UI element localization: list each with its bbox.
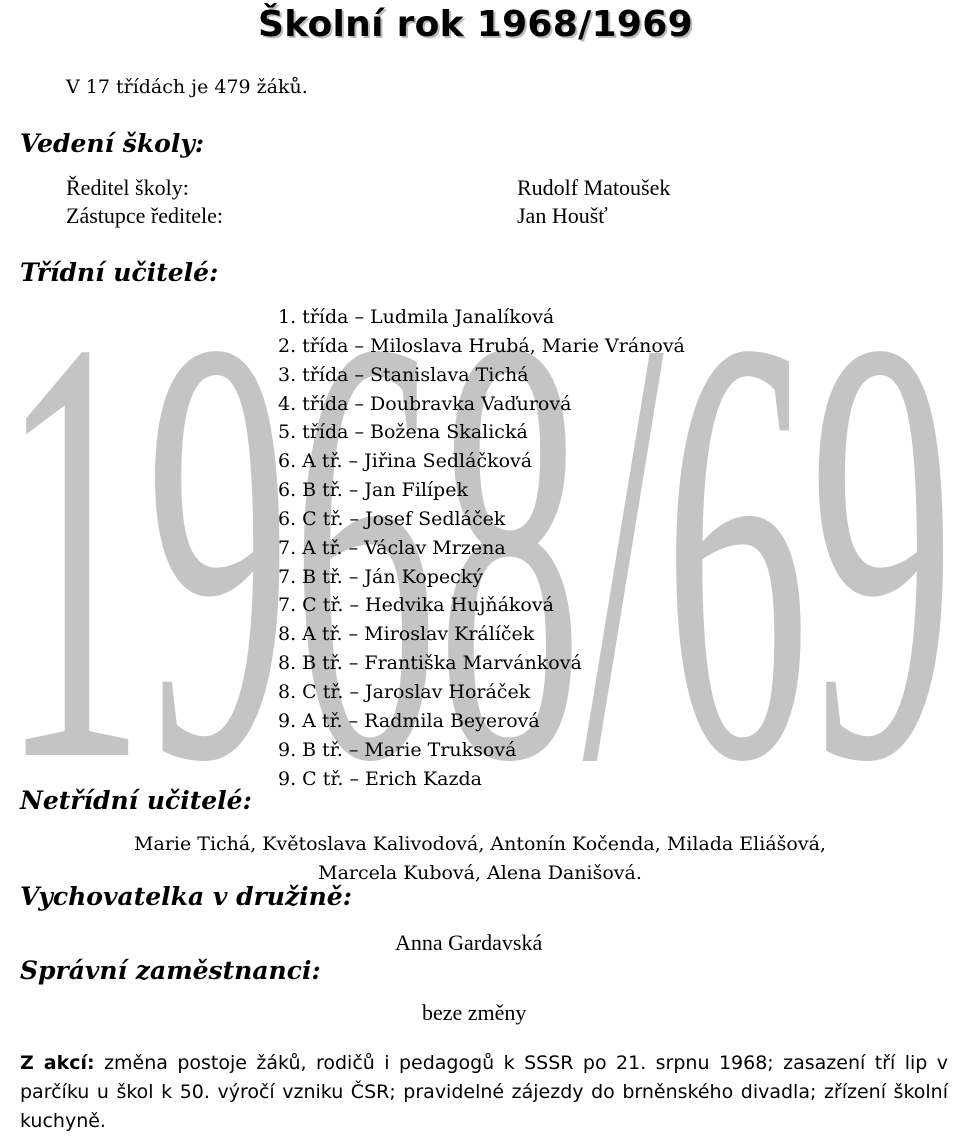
heading-administrative-staff: Správní zaměstnanci: <box>20 956 321 985</box>
class-teacher-item: 6. C tř. – Josef Sedláček <box>278 507 506 530</box>
class-teacher-item: 4. třída – Doubravka Vaďurová <box>278 392 572 415</box>
class-teacher-item: 6. A tř. – Jiřina Sedláčková <box>278 450 533 473</box>
class-teacher-list <box>278 303 685 793</box>
non-class-teachers-line-2: Marcela Kubová, Alena Danišová. <box>318 862 642 884</box>
class-teacher-item: 8. B tř. – Františka Marvánková <box>278 652 582 675</box>
class-teacher-item: 8. C tř. – Jaroslav Horáček <box>278 680 531 703</box>
deputy-role: Zástupce ředitele: <box>66 203 223 228</box>
heading-class-teachers: Třídní učitelé: <box>20 258 219 287</box>
heading-after-school-educator: Vychovatelka v družině: <box>20 882 352 911</box>
class-teacher-item: 7. C tř. – Hedvika Hujňáková <box>278 594 554 617</box>
class-teacher-item: 7. A tř. – Václav Mrzena <box>278 536 506 559</box>
class-teacher-item: 3. třída – Stanislava Tichá <box>278 363 529 386</box>
events-text: změna postoje žáků, rodičů i pedagogů k SSSR po 21. srpnu 1968; zasazení tří lip v parčíku u škol k 50. výročí vzniku ČSR; pravidelné zájezdy do brněnského divadla; zřízení školní kuchyně. <box>20 1052 948 1132</box>
events-label: Z akcí: <box>20 1052 95 1074</box>
watermark-text: 1968/69 <box>0 215 955 825</box>
class-teacher-item: 9. C tř. – Erich Kazda <box>278 767 482 790</box>
administrative-staff-value: beze změny <box>422 1000 527 1025</box>
director-name: Rudolf Matoušek <box>517 175 671 200</box>
class-teacher-item: 1. třída – Ludmila Janalíková <box>278 306 555 328</box>
after-school-educator-name: Anna Gardavská <box>395 930 543 955</box>
class-teacher-item: 9. B tř. – Marie Truksová <box>278 738 517 761</box>
student-summary: V 17 třídách je 479 žáků. <box>66 76 308 98</box>
class-teacher-item: 8. A tř. – Miroslav Králíček <box>278 623 535 646</box>
class-teacher-item: 5. třída – Božena Skalická <box>278 421 528 444</box>
non-class-teachers-text <box>0 830 960 888</box>
non-class-teachers-line-1: Marie Tichá, Květoslava Kalivodová, Antonín Kočenda, Milada Eliášová, <box>134 833 826 855</box>
director-role: Ředitel školy: <box>66 175 189 200</box>
heading-non-class-teachers: Netřídní učitelé: <box>20 786 252 815</box>
deputy-name: Jan Houšť <box>517 203 608 228</box>
events-paragraph <box>20 1049 948 1136</box>
class-teacher-item: 9. A tř. – Radmila Beyerová <box>278 709 540 732</box>
page-title: Školní rok 1968/1969 <box>258 4 693 45</box>
heading-school-management: Vedení školy: <box>20 129 205 158</box>
class-teacher-item: 2. třída – Miloslava Hrubá, Marie Vránová <box>278 334 685 357</box>
class-teacher-item: 6. B tř. – Jan Filípek <box>278 479 468 502</box>
class-teacher-item: 7. B tř. – Ján Kopecký <box>278 565 484 588</box>
